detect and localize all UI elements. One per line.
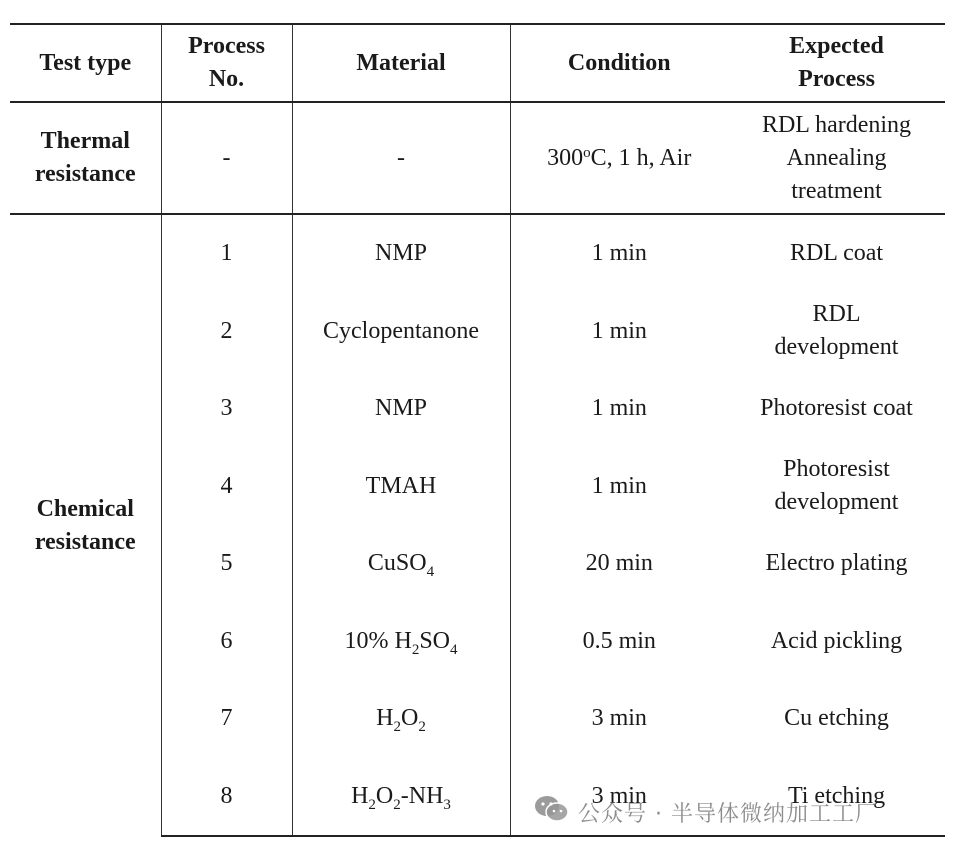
thermal-expected-process: RDL hardening Annealing treatment — [728, 102, 945, 214]
thermal-test-type: Thermal resistance — [10, 102, 161, 214]
condition: 1 min — [591, 472, 647, 499]
chemical-test-type: Chemical resistance — [10, 214, 161, 836]
process-no: 4 — [161, 448, 292, 526]
process-no: 3 — [161, 370, 292, 448]
resistance-test-table — [10, 23, 945, 837]
material: $H_2O_2-NH_3$ — [292, 758, 510, 837]
watermark — [534, 794, 878, 830]
thermal-process-no: - — [161, 102, 292, 214]
thermal-material: - — [292, 102, 510, 214]
condition: 1 min — [591, 240, 647, 267]
expected-process: Cu etching — [784, 705, 889, 732]
expected-process: Photoresist coat — [760, 395, 913, 422]
expected-process: Photoresist development — [774, 456, 899, 516]
expected-process: Acid pickling — [770, 627, 903, 654]
material: Cyclopentanone — [292, 293, 510, 371]
chemical-row-1 — [10, 214, 945, 293]
expected-process: RDL development — [774, 301, 899, 361]
process-no: 2 — [161, 293, 292, 371]
process-no: 6 — [161, 603, 292, 681]
wechat-icon — [534, 794, 570, 830]
condition: 20 min — [585, 550, 653, 577]
header-test-type: Test type — [10, 24, 161, 102]
expected-process: Electro plating — [765, 550, 908, 577]
condition: 3 min — [510, 758, 728, 837]
condition: 0.5 min — [582, 627, 656, 654]
material: TMAH — [292, 448, 510, 526]
condition: 3 min — [591, 705, 647, 732]
process-no: 1 — [161, 214, 292, 293]
header-process-no: Process No. — [161, 24, 292, 102]
condition: 1 min — [591, 395, 647, 422]
watermark-text: 公众号 · 半导体微纳加工工厂 — [578, 801, 878, 827]
material: NMP — [292, 214, 510, 293]
material: CuSO$_4$ — [292, 525, 510, 603]
header-row — [10, 24, 945, 102]
header-expected-process: Expected Process — [728, 24, 945, 102]
thermal-row — [10, 102, 945, 214]
material: NMP — [292, 370, 510, 448]
condition: 1 min — [591, 317, 647, 344]
material: $H_2O_2$ — [292, 680, 510, 758]
header-condition: Condition — [510, 24, 728, 102]
process-no: 8 — [161, 758, 292, 837]
process-no: 7 — [161, 680, 292, 758]
process-no: 5 — [161, 525, 292, 603]
expected-process: RDL coat — [789, 240, 884, 267]
thermal-condition: 300$^o$C, 1 h, Air — [510, 102, 728, 214]
expected-process: Ti etching — [728, 758, 945, 837]
material: 10% $H_2SO_4$ — [292, 603, 510, 681]
header-material: Material — [292, 24, 510, 102]
